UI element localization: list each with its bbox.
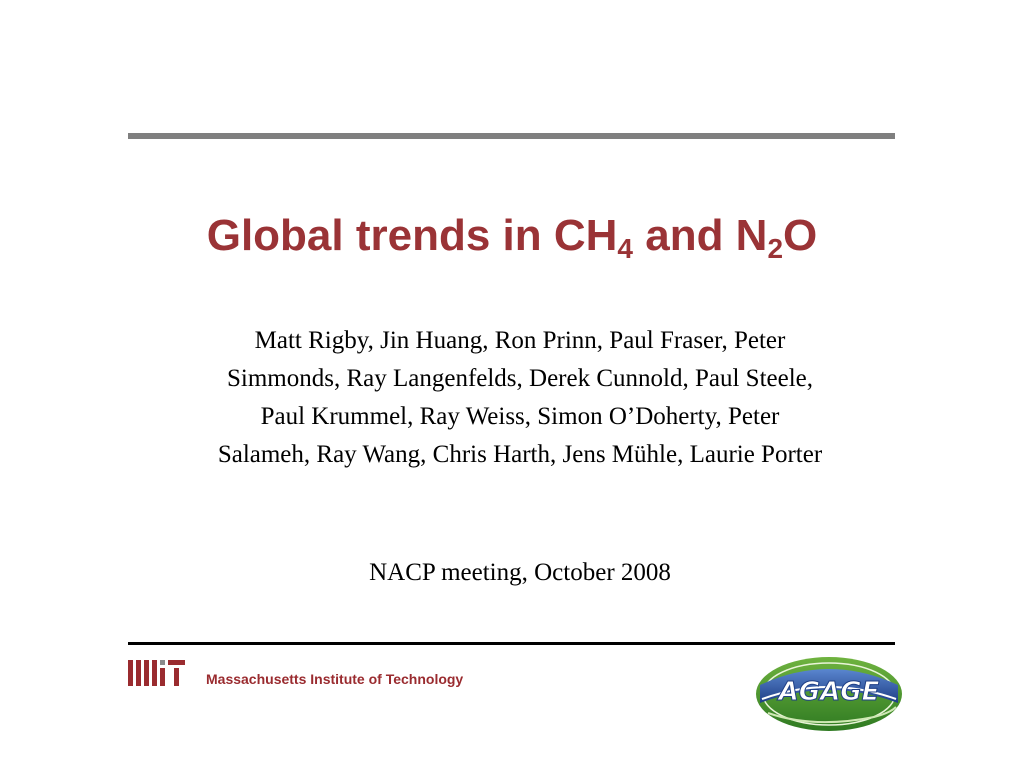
agage-logo-icon: [754, 655, 904, 733]
meeting-info: NACP meeting, October 2008: [369, 559, 671, 586]
author-line: Simmonds, Ray Langenfelds, Derek Cunnold, Paul Steele,: [226, 365, 814, 392]
mit-logo-icon: [128, 658, 188, 688]
author-line: Paul Krummel, Ray Weiss, Simon O’Doherty, Peter: [260, 403, 780, 430]
author-list: [150, 322, 890, 474]
agage-logo-text: AGAGE: [778, 677, 880, 707]
bottom-divider: [128, 642, 895, 645]
title-subscript-4: 4: [617, 233, 633, 264]
slide-title: [0, 208, 1024, 264]
author-line: Salameh, Ray Wang, Chris Harth, Jens Mühle, Laurie Porter: [217, 441, 823, 468]
title-suffix: O: [783, 211, 818, 260]
author-line: Matt Rigby, Jin Huang, Ron Prinn, Paul Fraser, Peter: [254, 327, 786, 354]
title-prefix: Global trends in CH: [206, 211, 618, 260]
title-middle: and N: [633, 211, 768, 260]
top-divider: [128, 133, 895, 139]
institution-name: Massachusetts Institute of Technology: [206, 671, 464, 687]
title-subscript-2: 2: [767, 233, 784, 264]
